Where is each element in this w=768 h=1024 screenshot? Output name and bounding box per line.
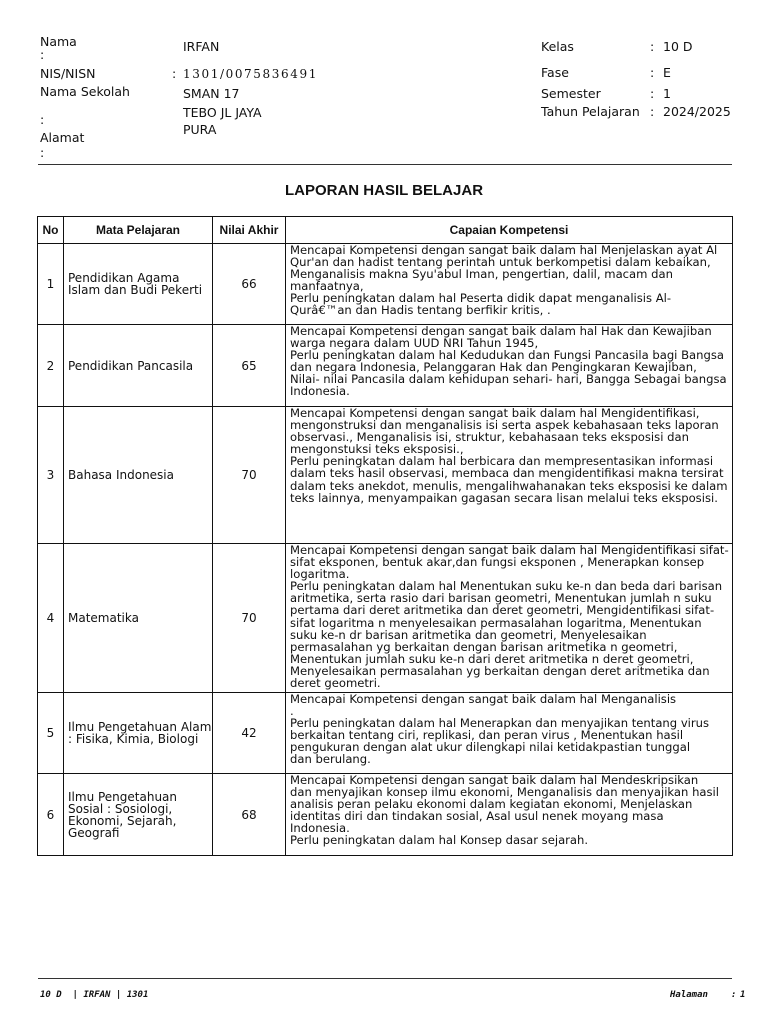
sekolah-value-line-1: SMAN 17	[183, 86, 240, 101]
footer-student-info: 10 D | IRFAN | 1301	[40, 990, 149, 1000]
competency-line: Mencapai Kompetensi dengan sangat baik dalam hal Mengidentifikasi,	[290, 406, 700, 420]
footer-page-label: Halaman	[670, 990, 708, 1000]
sekolah-label: Nama Sekolah	[40, 84, 130, 99]
competency-line: dan berulang.	[290, 752, 371, 767]
nisn-colon: :	[172, 66, 177, 81]
subject-name-line: Ekonomi, Sejarah,	[68, 813, 177, 828]
nama-label: Nama	[40, 34, 77, 49]
row-number: 1	[38, 244, 64, 325]
sekolah-colon: :	[40, 112, 45, 127]
competency-line: Perlu peningkatan dalam hal Menerapkan dan menyajikan tentang virus	[290, 716, 710, 731]
competency-line: identitas diri dan tindakan sosial, Asal usul nenek moyang masa	[290, 809, 664, 824]
table-row	[38, 244, 733, 325]
subject-name-line: Pendidikan Pancasila	[68, 358, 194, 373]
row-number: 4	[38, 544, 64, 693]
competency-line: .	[290, 704, 294, 719]
footer-page-colon: :	[731, 990, 737, 1000]
competency-line: Perlu peningkatan dalam hal Menentukan suku ke-n dan beda dari barisan	[290, 579, 723, 594]
competency-line: Mencapai Kompetensi dengan sangat baik dalam hal Mendeskripsikan	[290, 773, 699, 787]
final-score: 68	[213, 774, 286, 856]
competency-line: Mencapai Kompetensi dengan sangat baik dalam hal Menganalisis	[290, 692, 677, 706]
competency-line: Perlu peningkatan dalam hal Peserta didik dapat menganalisis Al-	[290, 291, 672, 306]
header-divider	[38, 164, 732, 165]
sekolah-value-line-2: TEBO JL JAYA	[183, 105, 262, 120]
competency-cell	[286, 244, 733, 325]
competency-line: Mencapai Kompetensi dengan sangat baik dalam hal Hak dan Kewajiban	[290, 324, 712, 338]
competency-line: Nilai- nilai Pancasila dalam kehidupan sehari- hari, Bangga Sebagai bangsa	[290, 372, 727, 387]
competency-line: Mencapai Kompetensi dengan sangat baik dalam hal Mengidentifikasi sifat-	[290, 543, 729, 557]
kelas-colon: :	[650, 39, 655, 54]
header-subject: Mata Pelajaran	[64, 217, 213, 244]
final-score: 65	[213, 325, 286, 407]
footer-page-number: 1	[740, 990, 746, 1000]
header-score: Nilai Akhir	[213, 217, 286, 244]
competency-line: mengonstruksi dan menganalisis isi serta aspek kebahasaan teks laporan	[290, 418, 719, 433]
subject-name-line: Ilmu Pengetahuan	[68, 789, 178, 804]
report-title: LAPORAN HASIL BELAJAR	[284, 182, 484, 199]
nisn-label: NIS/NISN	[40, 66, 96, 81]
competency-cell	[286, 774, 733, 856]
row-number: 3	[38, 407, 64, 544]
final-score: 70	[213, 544, 286, 693]
subject-cell	[64, 244, 213, 325]
nisn-value: 1301/0075836491	[183, 67, 318, 81]
row-number: 6	[38, 774, 64, 856]
final-score: 42	[213, 693, 286, 774]
competency-line: sifat logaritma n menyelesaikan permasalahan logaritma, Menentukan	[290, 615, 702, 630]
fase-label: Fase	[541, 65, 569, 80]
table-row	[38, 693, 733, 774]
competency-line: Perlu peningkatan dalam hal Konsep dasar sejarah.	[290, 833, 589, 848]
competency-line: observasi., Menganalisis isi, struktur, kebahasaan teks eksposisi dan	[290, 430, 689, 445]
competency-line: warga negara dalam UUD NRI Tahun 1945,	[290, 336, 539, 351]
competency-line: Indonesia.	[290, 384, 350, 399]
competency-line: mengonstuksi teks eksposisi.,	[290, 442, 464, 457]
competency-cell	[286, 325, 733, 407]
semester-colon: :	[650, 86, 655, 101]
competency-line: pertama dari deret aritmetika dan deret geometri, Mengidentifikasi sifat-	[290, 603, 715, 618]
table-row	[38, 325, 733, 407]
competency-line: teks lainnya, menyampaikan gagasan secara lisan melalui teks eksposisi.	[290, 490, 718, 505]
competency-line: analisis peran pelaku ekonomi dalam kegiatan ekonomi, Menjelaskan	[290, 797, 693, 812]
subject-name-line: Ilmu Pengetahuan Alam	[68, 720, 212, 734]
competency-line: Mencapai Kompetensi dengan sangat baik dalam hal Menjelaskan ayat Al	[290, 243, 718, 257]
competency-line: Menyelesaikan permasalahan yg berkaitan dengan deret aritmetika dan	[290, 663, 710, 678]
fase-value: E	[663, 65, 671, 80]
competency-line: Menentukan jumlah suku ke-n dari deret aritmetika n deret geometri,	[290, 651, 694, 666]
competency-line: suku ke-n dr barisan aritmetika dan geometri, Menyelesaikan	[290, 627, 647, 642]
grades-table	[37, 216, 733, 856]
subject-name-line: Matematika	[68, 611, 139, 625]
competency-line: dalam teks anekdot, menulis, mengalihwahanakan teks eksposisi ke dalam	[290, 478, 728, 493]
nama-value: IRFAN	[183, 39, 220, 54]
competency-line: sifat eksponen, bentuk akar,dan fungsi eksponen , Menerapkan konsep	[290, 555, 705, 570]
subject-name-line: Islam dan Budi Pekerti	[68, 283, 203, 297]
footer-divider	[38, 978, 732, 979]
kelas-label: Kelas	[541, 39, 574, 54]
competency-line: deret geometri.	[290, 676, 381, 691]
semester-value: 1	[663, 86, 671, 101]
sekolah-value-line-3: PURA	[183, 122, 217, 137]
competency-line: aritmetika, serta rasio dari barisan geometri, Menentukan jumlah n suku	[290, 591, 712, 606]
subject-cell	[64, 407, 213, 544]
subject-cell	[64, 544, 213, 693]
tahun-colon: :	[650, 104, 655, 119]
competency-line: dan menyajikan konsep ilmu ekonomi, Menganalisis dan menyajikan hasil	[290, 785, 720, 800]
subject-name-line: Sosial : Sosiologi,	[68, 801, 173, 816]
competency-cell	[286, 407, 733, 544]
final-score: 66	[213, 244, 286, 325]
subject-name-line: Bahasa Indonesia	[68, 468, 174, 482]
competency-line: Qur'an dan hadist tentang perintah untuk berkompetisi dalam kebaikan,	[290, 255, 711, 270]
subject-name-line: Pendidikan Agama	[68, 271, 180, 285]
competency-line: Qurâ€™an dan Hadis tentang berfikir kritis, .	[290, 303, 551, 318]
table-row	[38, 544, 733, 693]
subject-name-line: Geografi	[68, 825, 120, 840]
table-row	[38, 407, 733, 544]
competency-line: Perlu peningkatan dalam hal berbicara dan mempresentasikan informasi	[290, 454, 714, 469]
subject-cell	[64, 325, 213, 407]
table-row	[38, 774, 733, 856]
alamat-colon: :	[40, 145, 45, 160]
competency-cell	[286, 693, 733, 774]
tahun-value: 2024/2025	[663, 104, 731, 119]
subject-cell	[64, 693, 213, 774]
kelas-value: 10 D	[663, 39, 693, 54]
nama-colon: :	[40, 47, 45, 62]
competency-line: pengukuran dengan alat ukur dilengkapi nilai ketidakpastian tunggal	[290, 740, 691, 755]
competency-line: logaritma.	[290, 567, 350, 582]
competency-line: permasalahan yg berkaitan dengan barisan aritmetika n geometri,	[290, 639, 678, 654]
competency-line: Perlu peningkatan dalam hal Kedudukan dan Fungsi Pancasila bagi Bangsa	[290, 348, 724, 363]
header-no: No	[38, 217, 64, 244]
competency-cell	[286, 544, 733, 693]
grades-header-row	[38, 217, 733, 244]
competency-line: berkaitan tentang ciri, replikasi, dan peran virus , Menentukan hasil	[290, 728, 684, 743]
subject-name-line: : Fisika, Kimia, Biologi	[68, 732, 199, 746]
subject-cell	[64, 774, 213, 856]
competency-line: dan negara Indonesia, Pelanggaran Hak dan Pengingkaran Kewajiban,	[290, 360, 697, 375]
fase-colon: :	[650, 65, 655, 80]
competency-line: dalam teks hasil observasi, membaca dan mengidentifikasi makna tersirat	[290, 466, 724, 481]
competency-line: Menganalisis makna Syu'abul Iman, pengertian, dalil, macam dan	[290, 267, 673, 282]
alamat-label: Alamat	[40, 130, 85, 145]
row-number: 5	[38, 693, 64, 774]
row-number: 2	[38, 325, 64, 407]
semester-label: Semester	[541, 86, 601, 101]
final-score: 70	[213, 407, 286, 544]
tahun-label: Tahun Pelajaran	[541, 104, 640, 119]
competency-line: manfaatnya,	[290, 279, 364, 294]
competency-line: Indonesia.	[290, 821, 350, 836]
header-competency: Capaian Kompetensi	[286, 217, 733, 244]
student-info-header	[0, 0, 768, 165]
